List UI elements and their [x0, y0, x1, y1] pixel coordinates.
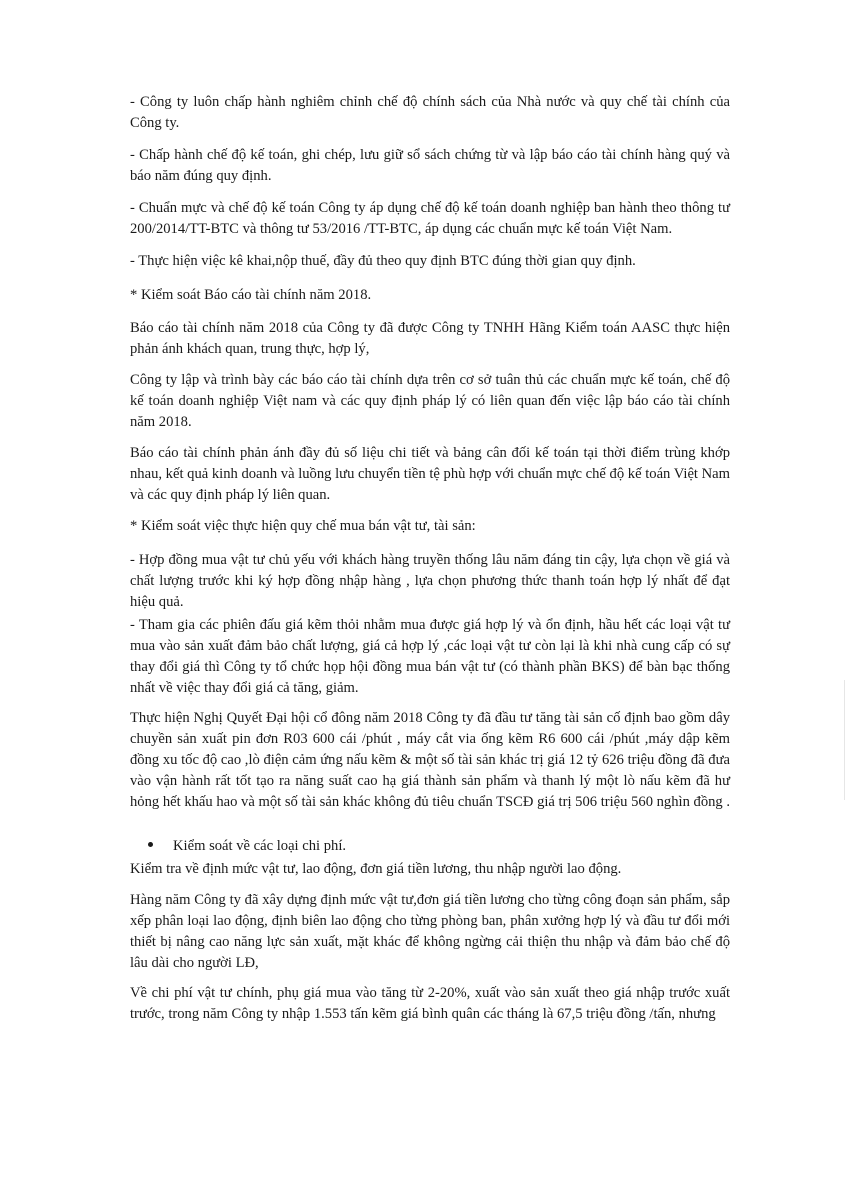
paragraph-report-preparation: Công ty lập và trình bày các báo cáo tài chính dựa trên cơ sở tuân thủ các chuẩn mực kế toán, chế độ kế toán doanh nghiệp Việt nam và các quy định pháp lý có liên quan đến việc lập báo cáo tài chính năm 2018.	[130, 372, 730, 430]
paragraph-audit-report: Báo cáo tài chính năm 2018 của Công ty đã được Công ty TNHH Hãng Kiểm toán AASC thực hiện phản ánh khách quan, trung thực, hợp lý,	[130, 320, 730, 357]
bullet-cost-control	[148, 836, 728, 857]
bullet-text: Kiểm soát về các loại chi phí.	[173, 838, 347, 854]
scan-edge-mark	[844, 680, 845, 800]
paragraph-supply-contracts: - Hợp đồng mua vật tư chủ yếu với khách hàng truyền thống lâu năm đáng tin cậy, lựa chọn về giá và chất lượng trước khi ký hợp đồng nhập hàng , lựa chọn phương thức thanh toán hợp lý nhất để đạt hiệu quả.	[130, 552, 730, 610]
paragraph-compliance-policy: - Công ty luôn chấp hành nghiêm chỉnh chế độ chính sách của Nhà nước và quy chế tài chính của Công ty.	[130, 94, 730, 131]
paragraph-accounting-standards: - Chuẩn mực và chế độ kế toán Công ty áp dụng chế độ kế toán doanh nghiệp ban hành theo thông tư 200/2014/TT-BTC và thông tư 53/2016 /TT-BTC, áp dụng các chuẩn mực kế toán Việt Nam.	[130, 200, 730, 237]
paragraph-tax-declaration: - Thực hiện việc kê khai,nộp thuế, đầy đủ theo quy định BTC đúng thời gian quy định.	[130, 253, 636, 269]
paragraph-zinc-auctions: - Tham gia các phiên đấu giá kẽm thỏi nhằm mua được giá hợp lý và ổn định, hầu hết các loại vật tư mua vào sản xuất đảm bảo chất lượng, giá cả hợp lý ,các loại vật tư còn lại là khi nhà cung cấp có sự thay đổi giá thì Công ty tổ chức họp hội đồng mua bán vật tư (có thành phần BKS) để bàn bạc thống nhất về việc thay đổi giá cả tăng, giảm.	[130, 617, 730, 696]
heading-financial-report-control: * Kiểm soát Báo cáo tài chính năm 2018.	[130, 287, 372, 303]
paragraph-accounting-regime: - Chấp hành chế độ kế toán, ghi chép, lưu giữ sổ sách chứng từ và lập báo cáo tài chính hàng quý và báo năm đúng quy định.	[130, 147, 730, 184]
heading-procurement-control: * Kiểm soát việc thực hiện quy chế mua bán vật tư, tài sản:	[130, 518, 476, 534]
paragraph-material-costs: Về chi phí vật tư chính, phụ giá mua vào tăng từ 2-20%, xuất vào sản xuất theo giá nhập trước xuất trước, trong năm Công ty nhập 1.553 tấn kẽm giá bình quân các tháng là 67,5 triệu đồng /tấn, nhưng	[130, 985, 730, 1022]
paragraph-report-accuracy: Báo cáo tài chính phản ánh đầy đủ số liệu chi tiết và bảng cân đối kế toán tại thời điểm trùng khớp nhau, kết quả kinh doanh và luồng lưu chuyển tiền tệ phù hợp với chuẩn mực chế độ kế toán Việt Nam và các quy định pháp lý liên quan.	[130, 445, 730, 503]
bullet-dot-icon	[148, 842, 153, 847]
paragraph-norm-check: Kiểm tra về định mức vật tư, lao động, đơn giá tiền lương, thu nhập người lao động.	[130, 861, 622, 877]
paragraph-annual-norms: Hàng năm Công ty đã xây dựng định mức vật tư,đơn giá tiền lương cho từng công đoạn sản phẩm, sắp xếp phân loại lao động, định biên lao động cho từng phòng ban, phân xưởng hợp lý và đầu tư đổi mới thiết bị nâng cao năng lực sản xuất, mặt khác để không ngừng cải thiện thu nhập và đảm bảo chế độ lâu dài cho người LĐ,	[130, 892, 730, 971]
paragraph-fixed-asset-investment: Thực hiện Nghị Quyết Đại hội cổ đông năm 2018 Công ty đã đầu tư tăng tài sản cố định bao gồm dây chuyền sản xuất pin đơn R03 600 cái /phút , máy cắt via ống kẽm R6 600 cái /phút ,máy dập kẽm đồng xu tốc độ cao ,lò điện cảm ứng nấu kẽm & một số tài sản khác trị giá 12 tỷ 626 triệu đồng đã đưa vào vận hành rất tốt tạo ra năng suất cao hạ giá thành sản phẩm và thanh lý một lò nấu kẽm đã hư hỏng hết khấu hao và một số tài sản khác không đủ tiêu chuẩn TSCĐ giá trị 506 triệu 560 nghìn đồng .	[130, 710, 731, 810]
